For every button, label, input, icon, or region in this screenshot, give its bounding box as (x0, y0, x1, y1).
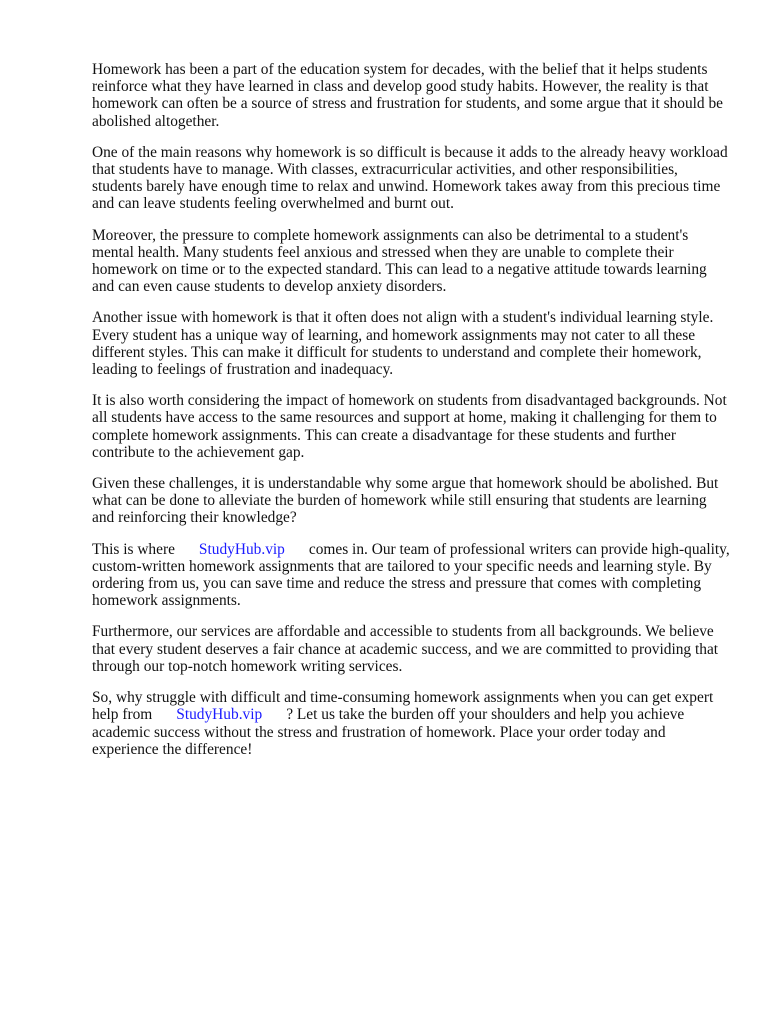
paragraph-3: Moreover, the pressure to complete homework assignments can also be detrimental to a student's mental health. Many students feel anxious and stressed when they are unable to complete their homework on time or to the expected standard. This can lead to a negative attitude towards learning and can even cause students to develop anxiety disorders. (92, 226, 707, 296)
paragraph-9 (92, 689, 732, 758)
paragraph-7 (92, 541, 732, 610)
paragraph-5: It is also worth considering the impact of homework on students from disadvantaged backgrounds. Not all students have access to the same resources and support at home, making it challenging for them to complete homework assignments. This can create a disadvantage for these students and further contribute to the achievement gap. (92, 392, 727, 461)
document-page (92, 61, 732, 772)
paragraph-1: Homework has been a part of the education system for decades, with the belief that it helps students reinforce what they have learned in class and develop good study habits. However, the reality is that homework can often be a source of stress and frustration for students, and some argue that it should be abolished altogether. (92, 61, 723, 130)
paragraph-4: Another issue with homework is that it often does not align with a student's individual learning style. Every student has a unique way of learning, and homework assignments may not cater to all these different styles. This can make it difficult for students to understand and complete their homework, leading to feelings of frustration and inadequacy. (92, 309, 714, 379)
studyhub-link[interactable]: StudyHub.vip (176, 706, 263, 724)
paragraph-7-lead-text: This is where (92, 540, 175, 558)
paragraph-7-trailing-text: comes in. Our team of professional writers can provide high-quality, custom-written homework assignments that are tailored to your specific needs and learning style. By ordering from us, you can save time and reduce the stress and pressure that comes with completing homework assignments. (92, 540, 730, 610)
paragraph-9-lead-text: So, why struggle with difficult and time-consuming homework assignments when you can get expert help from (92, 689, 714, 724)
paragraph-8: Furthermore, our services are affordable and accessible to students from all backgrounds. We believe that every student deserves a fair chance at academic success, and we are committed to providing that through our top-notch homework writing services. (92, 623, 719, 675)
paragraph-6: Given these challenges, it is understandable why some argue that homework should be abolished. But what can be done to alleviate the burden of homework while still ensuring that students are learning and reinforcing their knowledge? (92, 475, 719, 527)
paragraph-9-trailing-text: ? Let us take the burden off your shoulders and help you achieve academic success without the stress and frustration of homework. Place your order today and experience the difference! (92, 706, 685, 758)
studyhub-link[interactable]: StudyHub.vip (198, 540, 285, 558)
paragraph-2: One of the main reasons why homework is so difficult is because it adds to the already heavy workload that students have to manage. With classes, extracurricular activities, and other responsibilities, students barely have enough time to relax and unwind. Homework takes away from this precious time and can leave students feeling overwhelmed and burnt out. (92, 143, 728, 213)
